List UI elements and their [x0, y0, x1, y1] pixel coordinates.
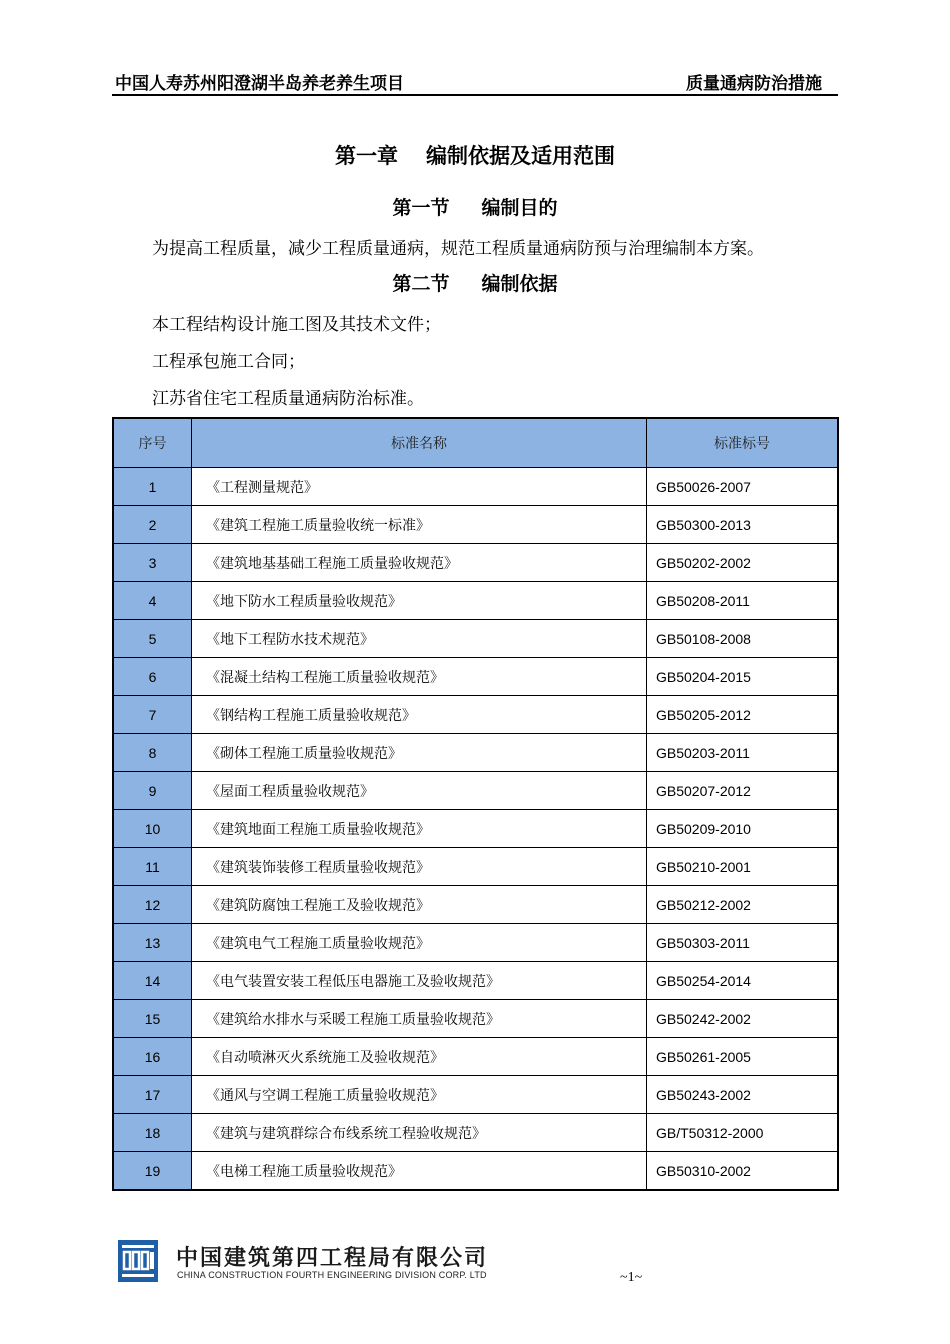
- standard-name-cell: 《电气装置安装工程低压电器施工及验收规范》: [192, 962, 647, 1000]
- table-row: [113, 734, 838, 772]
- standard-name-cell: 《地下工程防水技术规范》: [192, 620, 647, 658]
- standard-code-cell: GB50254-2014: [647, 962, 839, 1000]
- row-index-cell: 12: [113, 886, 192, 924]
- section-2-heading: [0, 269, 950, 296]
- section-1-number: 第一节: [392, 197, 450, 219]
- company-name-en: CHINA CONSTRUCTION FOURTH ENGINEERING DIVISION CORP. LTD: [177, 1270, 487, 1280]
- standard-name-cell: 《地下防水工程质量验收规范》: [192, 582, 647, 620]
- table-row: [113, 1152, 838, 1191]
- standard-name-cell: 《砌体工程施工质量验收规范》: [192, 734, 647, 772]
- row-index-cell: 18: [113, 1114, 192, 1152]
- table-header-row: [113, 418, 838, 468]
- chapter-title: 编制依据及适用范围: [426, 144, 615, 168]
- standard-name-cell: 《通风与空调工程施工质量验收规范》: [192, 1076, 647, 1114]
- standard-code-cell: GB50026-2007: [647, 468, 839, 506]
- standard-name-cell: 《建筑装饰装修工程质量验收规范》: [192, 848, 647, 886]
- standard-code-cell: GB50210-2001: [647, 848, 839, 886]
- standard-name-cell: 《建筑与建筑群综合布线系统工程验收规范》: [192, 1114, 647, 1152]
- standard-name-cell: 《电梯工程施工质量验收规范》: [192, 1152, 647, 1191]
- standard-code-cell: GB50212-2002: [647, 886, 839, 924]
- section-2-title: 编制依据: [481, 273, 558, 295]
- standard-code-cell: GB50205-2012: [647, 696, 839, 734]
- section-1-text: 为提高工程质量，减少工程质量通病，规范工程质量通病防预与治理编制本方案。: [152, 239, 764, 259]
- row-index-cell: 5: [113, 620, 192, 658]
- standard-code-cell: GB50208-2011: [647, 582, 839, 620]
- table-row: [113, 886, 838, 924]
- basis-item: 工程承包施工合同；: [152, 352, 305, 372]
- table-row: [113, 582, 838, 620]
- chapter-number: 第一章: [335, 144, 398, 168]
- standard-code-cell: GB50207-2012: [647, 772, 839, 810]
- table-row: [113, 620, 838, 658]
- cscec-logo-icon: [118, 1240, 158, 1282]
- company-name-cn: 中国建筑第四工程局有限公司: [176, 1246, 489, 1271]
- standard-code-cell: GB50203-2011: [647, 734, 839, 772]
- table-row: [113, 506, 838, 544]
- standard-name-cell: 《混凝土结构工程施工质量验收规范》: [192, 658, 647, 696]
- basis-item: 本工程结构设计施工图及其技术文件；: [152, 315, 441, 335]
- table-row: [113, 1076, 838, 1114]
- standard-code-cell: GB50310-2002: [647, 1152, 839, 1191]
- standard-code-cell: GB50202-2002: [647, 544, 839, 582]
- row-index-cell: 2: [113, 506, 192, 544]
- row-index-cell: 17: [113, 1076, 192, 1114]
- basis-item: 江苏省住宅工程质量通病防治标准。: [152, 389, 424, 409]
- row-index-cell: 6: [113, 658, 192, 696]
- column-header-index: 序号: [113, 418, 192, 468]
- row-index-cell: 16: [113, 1038, 192, 1076]
- document-title: 质量通病防治措施: [686, 74, 822, 94]
- table-row: [113, 1114, 838, 1152]
- row-index-cell: 10: [113, 810, 192, 848]
- row-index-cell: 3: [113, 544, 192, 582]
- table-row: [113, 1038, 838, 1076]
- table-row: [113, 1000, 838, 1038]
- standard-code-cell: GB50242-2002: [647, 1000, 839, 1038]
- page-header: [112, 66, 838, 96]
- section-1-title: 编制目的: [481, 197, 558, 219]
- standard-name-cell: 《建筑防腐蚀工程施工及验收规范》: [192, 886, 647, 924]
- row-index-cell: 7: [113, 696, 192, 734]
- table-row: [113, 772, 838, 810]
- row-index-cell: 4: [113, 582, 192, 620]
- table-row: [113, 544, 838, 582]
- row-index-cell: 14: [113, 962, 192, 1000]
- chapter-heading: [0, 140, 950, 170]
- standard-code-cell: GB50243-2002: [647, 1076, 839, 1114]
- standard-name-cell: 《建筑地基基础工程施工质量验收规范》: [192, 544, 647, 582]
- row-index-cell: 11: [113, 848, 192, 886]
- row-index-cell: 1: [113, 468, 192, 506]
- row-index-cell: 13: [113, 924, 192, 962]
- standard-name-cell: 《屋面工程质量验收规范》: [192, 772, 647, 810]
- project-name: 中国人寿苏州阳澄湖半岛养老养生项目: [115, 74, 404, 94]
- standards-table: [112, 417, 839, 1191]
- standard-name-cell: 《钢结构工程施工质量验收规范》: [192, 696, 647, 734]
- standard-code-cell: GB50209-2010: [647, 810, 839, 848]
- table-row: [113, 924, 838, 962]
- standard-code-cell: GB50300-2013: [647, 506, 839, 544]
- table-row: [113, 810, 838, 848]
- section-2-number: 第二节: [392, 273, 450, 295]
- table-row: [113, 658, 838, 696]
- table-row: [113, 468, 838, 506]
- column-header-name: 标准名称: [192, 418, 647, 468]
- column-header-code: 标准标号: [647, 418, 839, 468]
- standard-name-cell: 《自动喷淋灭火系统施工及验收规范》: [192, 1038, 647, 1076]
- row-index-cell: 9: [113, 772, 192, 810]
- table-row: [113, 848, 838, 886]
- standard-code-cell: GB50108-2008: [647, 620, 839, 658]
- page-number: ~1~: [620, 1270, 643, 1285]
- table-row: [113, 962, 838, 1000]
- standard-code-cell: GB50261-2005: [647, 1038, 839, 1076]
- standard-name-cell: 《建筑工程施工质量验收统一标准》: [192, 506, 647, 544]
- table-row: [113, 696, 838, 734]
- section-1-heading: [0, 193, 950, 220]
- standard-code-cell: GB50303-2011: [647, 924, 839, 962]
- row-index-cell: 19: [113, 1152, 192, 1191]
- standard-name-cell: 《建筑给水排水与采暖工程施工质量验收规范》: [192, 1000, 647, 1038]
- standard-name-cell: 《工程测量规范》: [192, 468, 647, 506]
- standard-code-cell: GB/T50312-2000: [647, 1114, 839, 1152]
- row-index-cell: 8: [113, 734, 192, 772]
- row-index-cell: 15: [113, 1000, 192, 1038]
- standard-name-cell: 《建筑电气工程施工质量验收规范》: [192, 924, 647, 962]
- standard-code-cell: GB50204-2015: [647, 658, 839, 696]
- standard-name-cell: 《建筑地面工程施工质量验收规范》: [192, 810, 647, 848]
